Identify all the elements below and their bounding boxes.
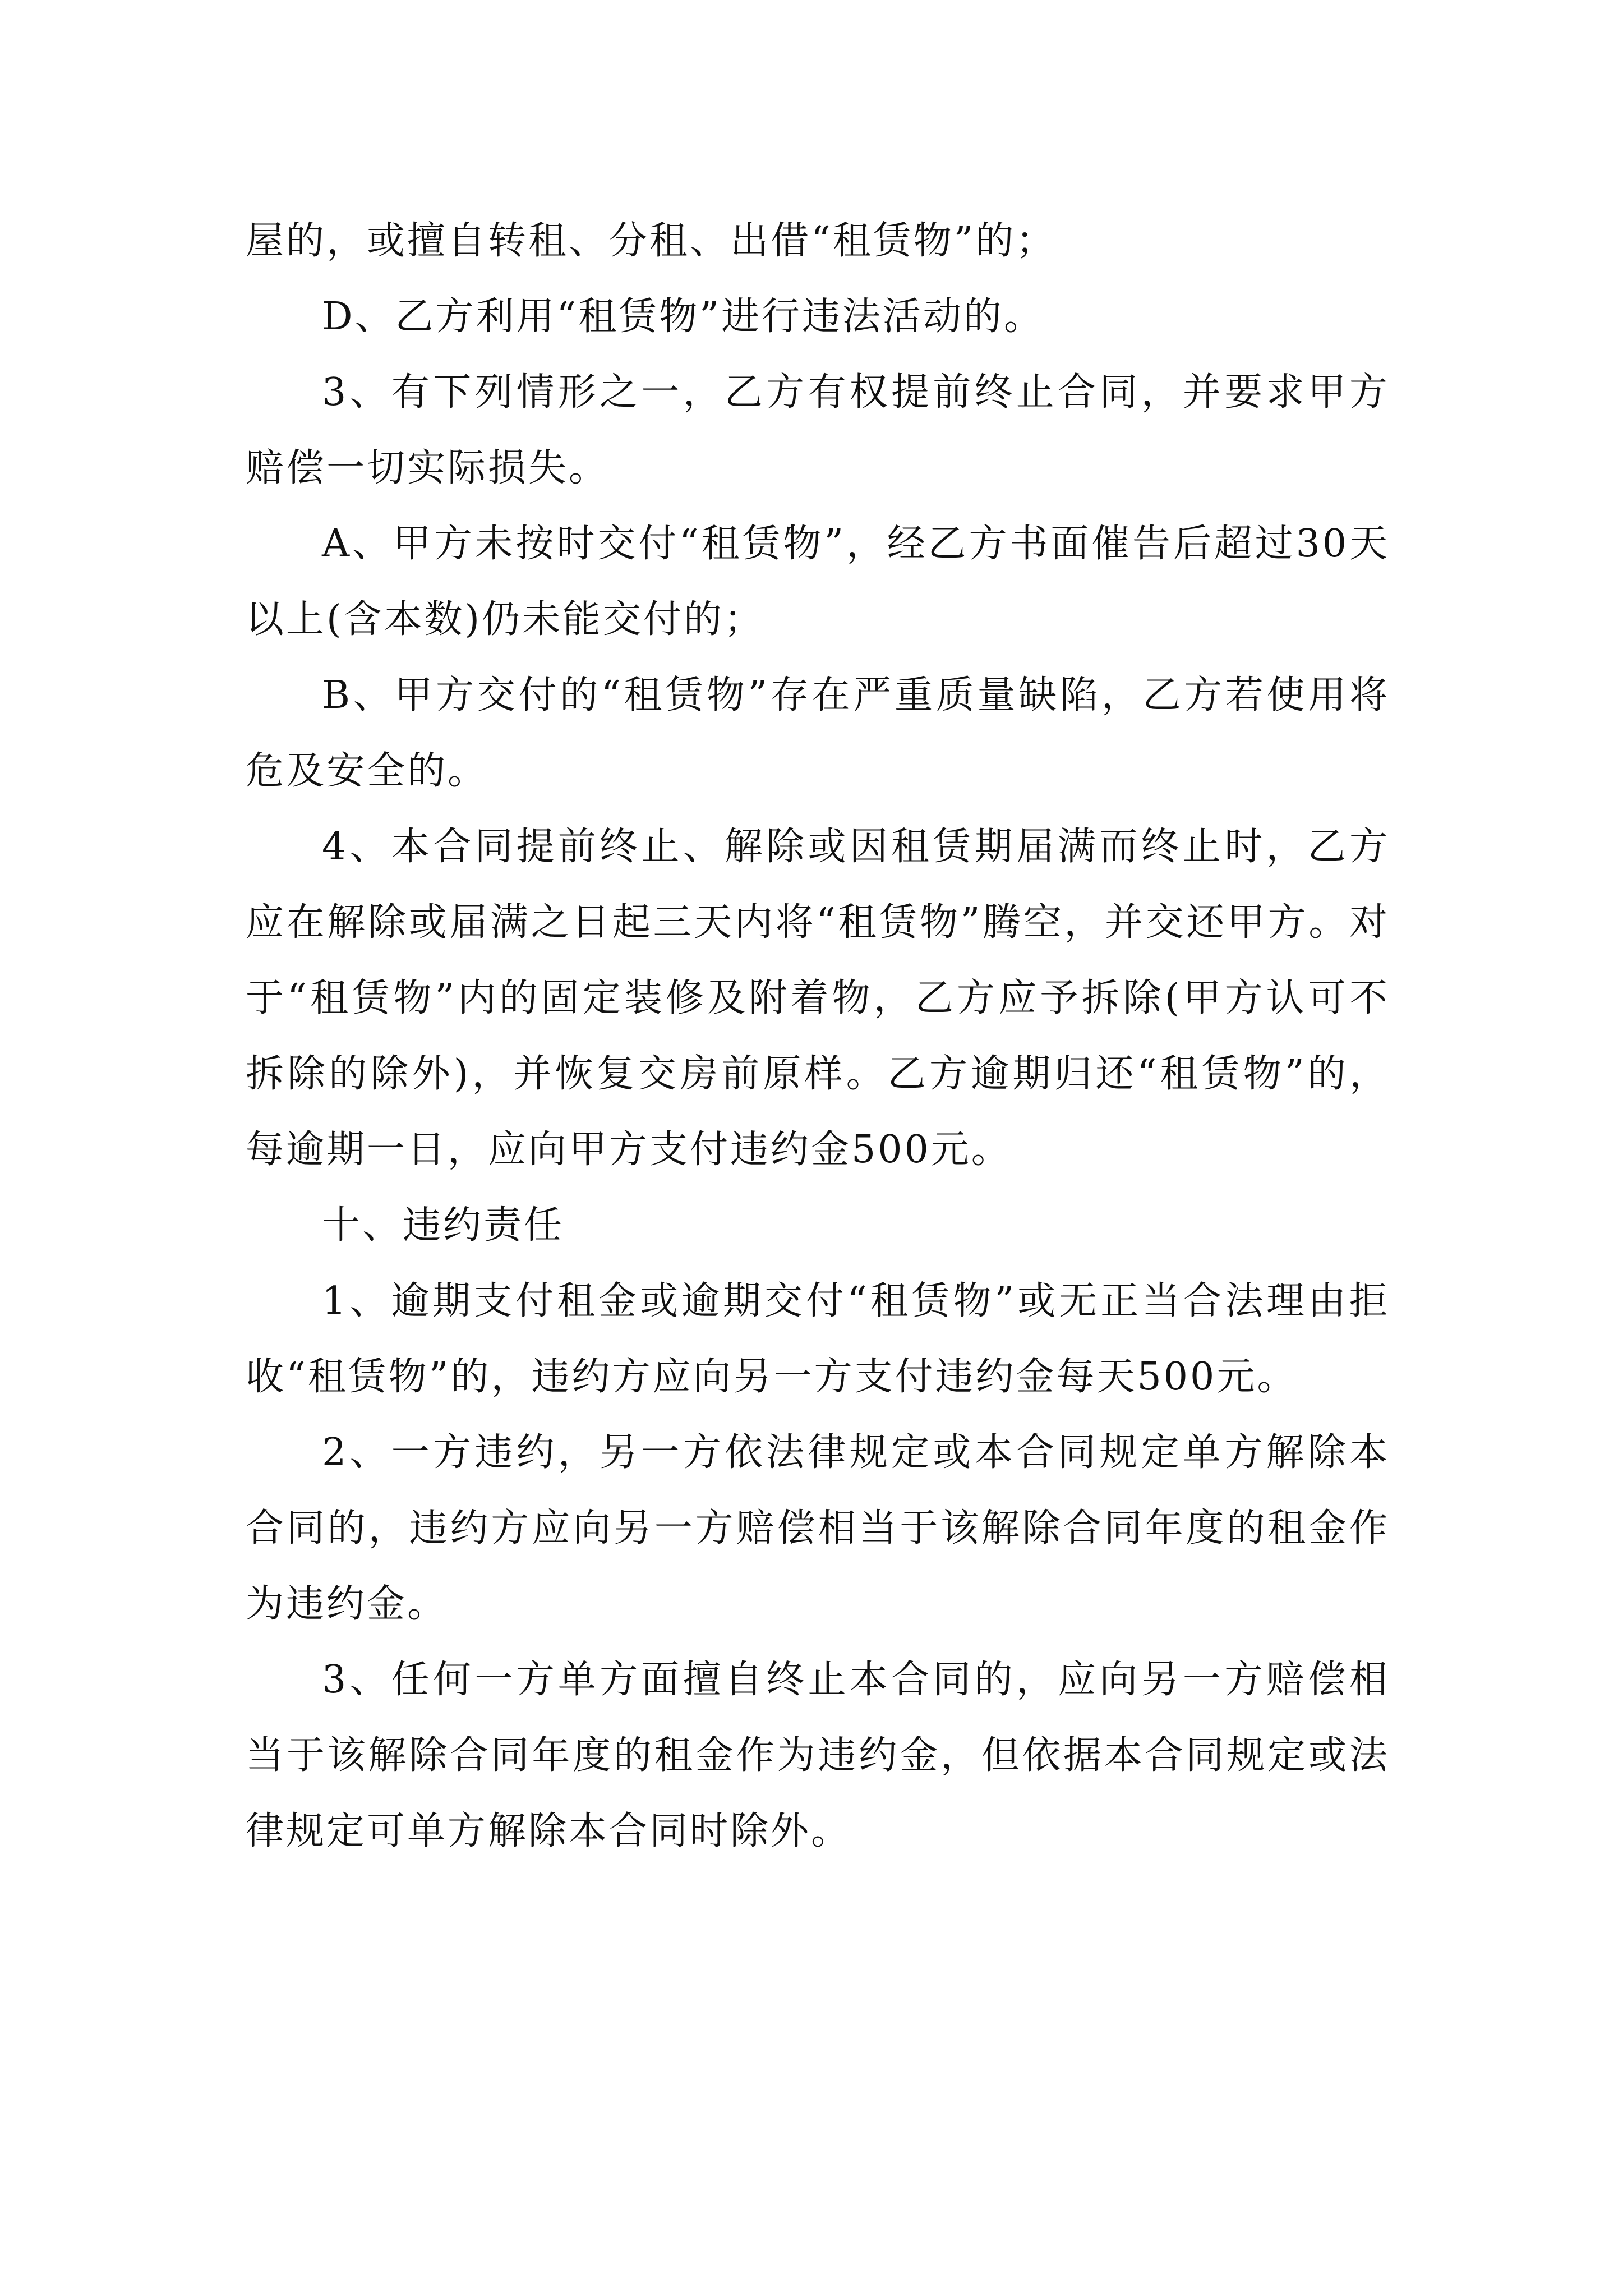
paragraph-1: 屋的，或擅自转租、分租、出借“租赁物”的； xyxy=(246,219,1057,263)
paragraph-8: 1、逾期支付租金或逾期交付“租赁物”或无正当合法理由拒收“租赁物”的，违约方应向另一方支付违约金每天500元。 xyxy=(246,1279,1390,1399)
section-heading-breach-liability: 十、违约责任 xyxy=(322,1203,565,1248)
paragraph-6: 4、本合同提前终止、解除或因租赁期届满而终止时，乙方应在解除或届满之日起三天内将“租赁物”腾空，并交还甲方。对于“租赁物”内的固定装修及附着物，乙方应予拆除(甲方认可不拆除的除外)，并恢复交房前原样。乙方逾期归还“租赁物”的，每逾期一日，应向甲方支付违约金500元。 xyxy=(246,825,1390,1172)
paragraph-4: A、甲方未按时交付“租赁物”，经乙方书面催告后超过30天以上(含本数)仍未能交付的； xyxy=(246,522,1390,642)
paragraph-3: 3、有下列情形之一，乙方有权提前终止合同，并要求甲方赔偿一切实际损失。 xyxy=(246,370,1390,490)
paragraph-10: 3、任何一方单方面擅自终止本合同的，应向另一方赔偿相当于该解除合同年度的租金作为违约金，但依据本合同规定或法律规定可单方解除本合同时除外。 xyxy=(246,1658,1390,1853)
paragraph-2: D、乙方利用“租赁物”进行违法活动的。 xyxy=(322,295,1045,339)
document-body xyxy=(246,203,1390,1869)
paragraph-5: B、甲方交付的“租赁物”存在严重质量缺陷，乙方若使用将危及安全的。 xyxy=(246,673,1390,793)
paragraph-9: 2、一方违约，另一方依法律规定或本合同规定单方解除本合同的，违约方应向另一方赔偿相当于该解除合同年度的租金作为违约金。 xyxy=(246,1430,1390,1626)
